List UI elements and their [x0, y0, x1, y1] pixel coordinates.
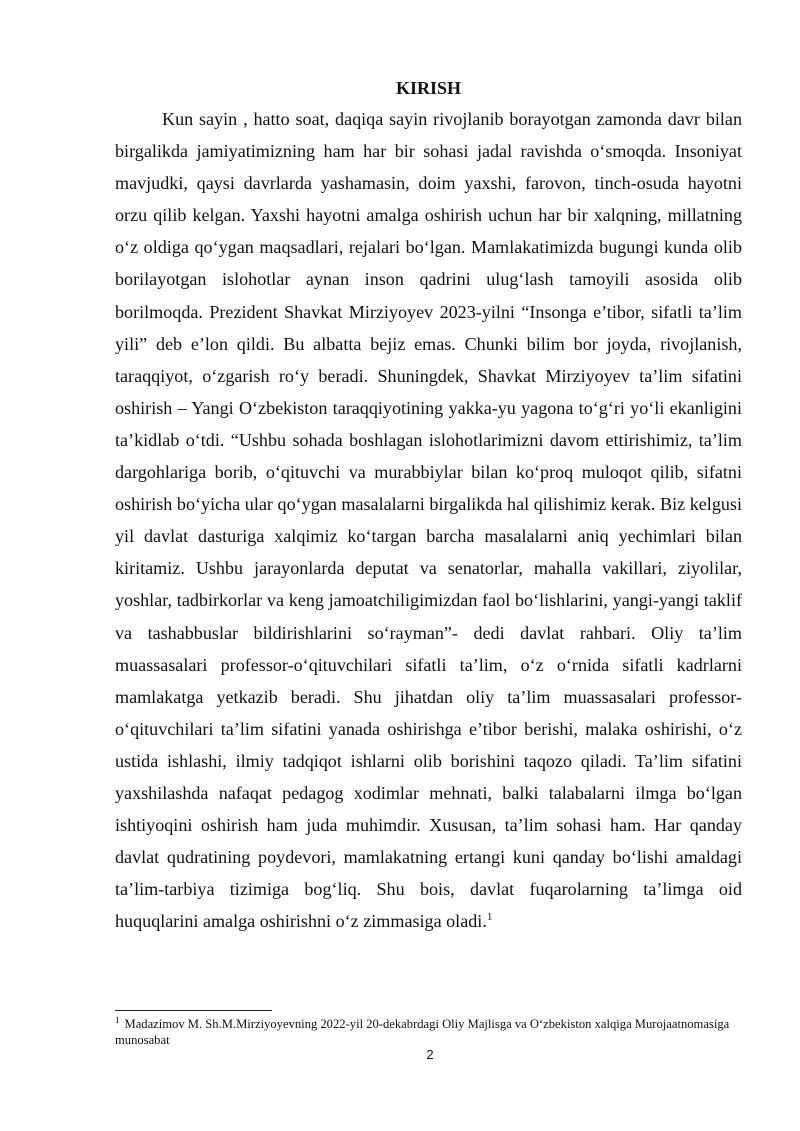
body-paragraph — [115, 103, 742, 937]
footnote-reference[interactable]: 1 — [486, 911, 493, 924]
paragraph-text: Kun sayin , hatto soat, daqiqa sayin rivojlanib borayotgan zamonda davr bilan birgalikda jamiyatimizning ham har bir sohasi jadal ravishda o‘smoqda. Insoniyat mavjudki, qaysi davrlarda yashamasin, doim yaxshi, farovon, tinch-osuda hayotni orzu qilib kelgan. Yaxshi hayotni amalga oshirish uchun har bir xalqning, millatning o‘z oldiga qo‘ygan maqsadlari, rejalari bo‘lgan. Mamlakatimizda bugungi kunda olib borilayotgan islohotlar aynan inson qadrini ulug‘lash tamoyili asosida olib borilmoqda. Prezident Shavkat Mirziyoyev 2023-yilni “Insonga e’tibor, sifatli ta’lim yili” deb e’lon qildi. Bu albatta bejiz emas. Chunki bilim bor joyda, rivojlanish, taraqqiyot, o‘zgarish ro‘y beradi. Shuningdek, Shavkat Mirziyoyev ta’lim sifatini oshirish – Yangi O‘zbekiston taraqqiyotining yakka-yu yagona to‘g‘ri yo‘li ekanligini ta’kidlab o‘tdi. “Ushbu sohada boshlagan islohotlarimizni davom ettirishimiz, ta’lim dargohlariga borib, o‘qituvchi va murabbiylar bilan ko‘proq muloqot qilib, sifatni oshirish bo‘yicha ular qo‘ygan masalalarni birgalikda hal qilishimiz kerak. Biz kelgusi yil davlat dasturiga xalqimiz ko‘targan barcha masalalarni aniq yechimlari bilan kiritamiz. Ushbu jarayonlarda deputat va senatorlar, mahalla vakillari, ziyolilar, yoshlar, tadbirkorlar va keng jamoatchiligimizdan faol bo‘lishlarini, yangi-yangi taklif va tashabbuslar bildirishlarini so‘rayman”- dedi davlat rahbari. Oliy ta’lim muassasalari professor-o‘qituvchilari sifatli ta’lim, o‘z o‘rnida sifatli kadrlarni mamlakatga yetkazib beradi. Shu jihatdan oliy ta’lim muassasalari professor-o‘qituvchilari ta’lim sifatini yanada oshirishga e’tibor berishi, malaka oshirishi, o‘z ustida ishlashi, ilmiy tadqiqot ishlarni olib borishini taqozo qiladi. Ta’lim sifatini yaxshilashda nafaqat pedagog xodimlar mehnati, balki talabalarni ilmga bo‘lgan ishtiyoqini oshirish ham juda muhimdir. Xususan, ta’lim sohasi ham. Har qanday davlat qudratining poydevori, mamlakatning ertangi kuni qanday bo‘lishi amaldagi ta’lim-tarbiya tizimiga bog‘liq. Shu bois, davlat fuqarolarning ta’limga oid huquqlarini amalga oshirishni o‘z zimmasiga oladi. — [115, 109, 742, 932]
footnote-text: Madazimov M. Sh.M.Mirziyoyevning 2022-yil 20-dekabrdagi Oliy Majlisga va O‘zbekiston xalqiga Murojaatnomasiga munosabat — [115, 1017, 730, 1047]
section-heading: KIRISH — [395, 78, 462, 98]
footnote-number: 1 — [115, 1014, 120, 1025]
footnote-separator — [115, 1010, 272, 1011]
footnote — [115, 1016, 735, 1048]
page-number: 2 — [426, 1047, 434, 1062]
